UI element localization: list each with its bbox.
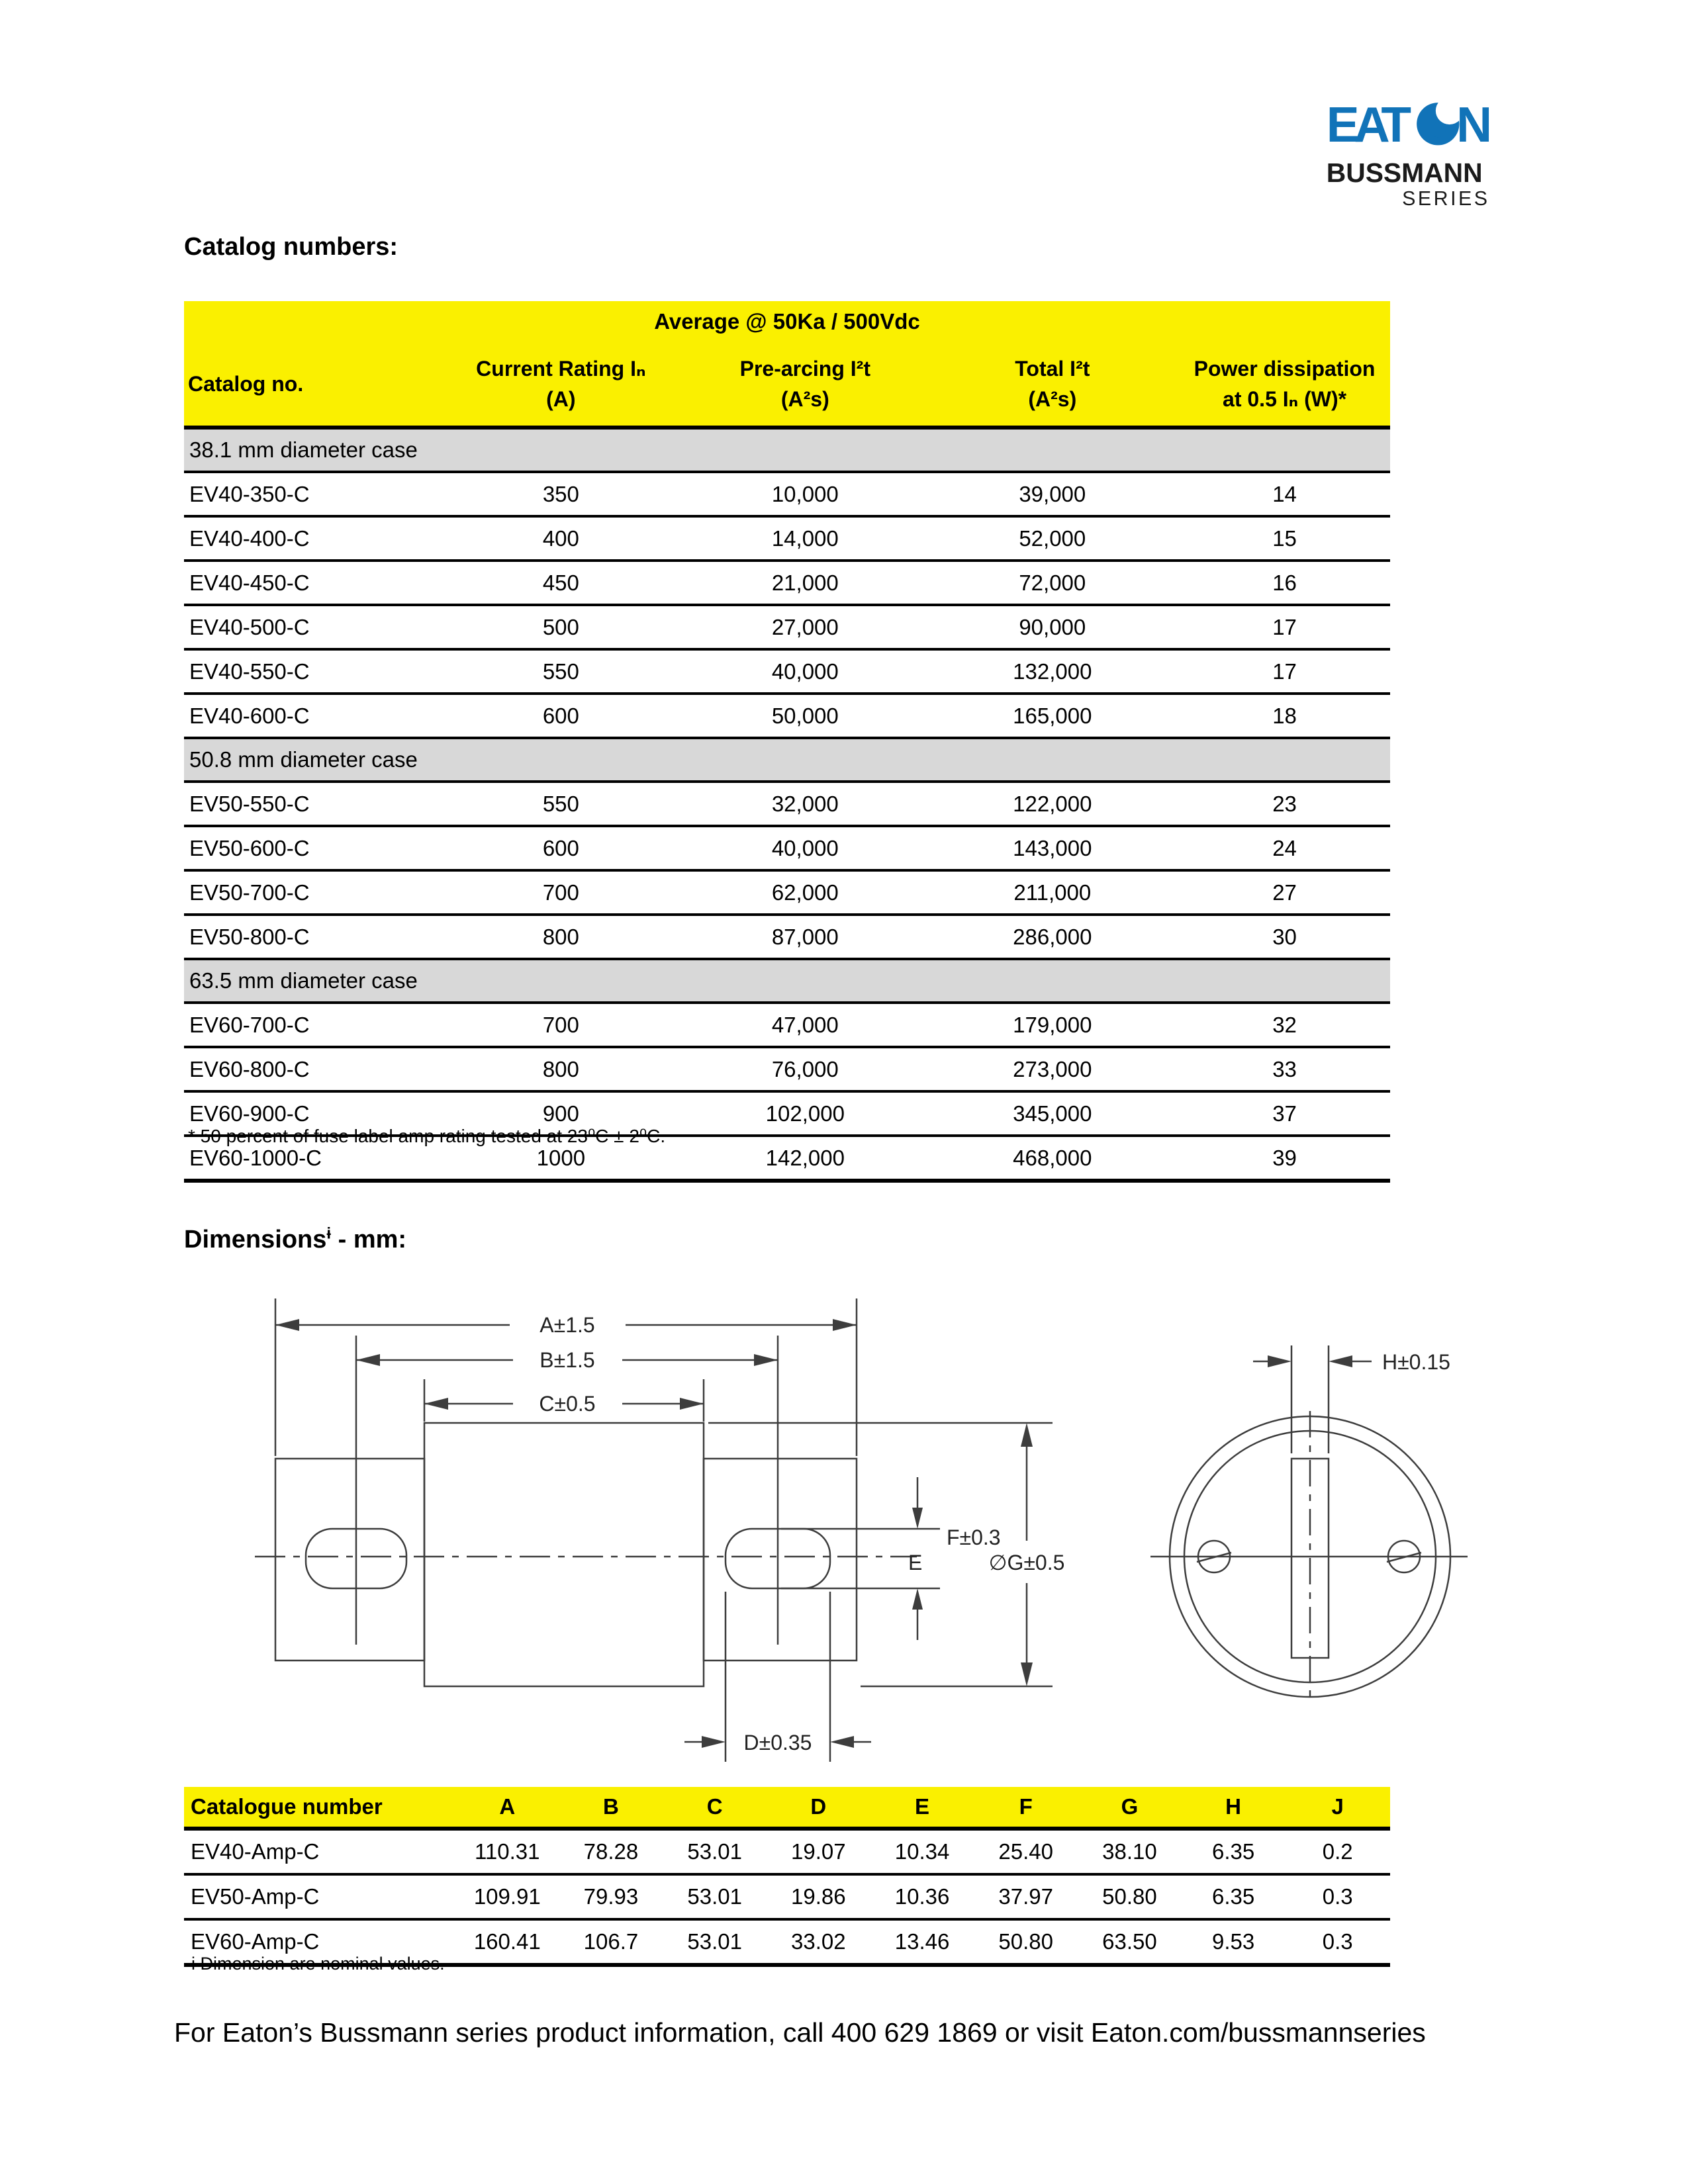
- dimension-value-cell: 160.41: [473, 1929, 541, 1954]
- value-cell: 450: [542, 570, 579, 595]
- catalog-table-header: [184, 301, 1390, 428]
- dimensions-table-body: [184, 1829, 1390, 1965]
- catalog-table-body: [184, 428, 1390, 1181]
- catalog-number-cell: EV50-700-C: [189, 880, 310, 905]
- value-cell: 700: [542, 880, 579, 905]
- value-cell: 17: [1272, 659, 1297, 684]
- value-cell: 33: [1272, 1056, 1297, 1081]
- value-cell: 122,000: [1013, 791, 1092, 816]
- col-header-line1: Power dissipation: [1194, 356, 1376, 381]
- value-cell: 286,000: [1013, 924, 1092, 949]
- dim-label-e: E: [908, 1551, 923, 1574]
- value-cell: 27: [1272, 880, 1297, 905]
- dimensions-table-row: [184, 1874, 1390, 1919]
- dimensions-table-row: [184, 1829, 1390, 1874]
- dimension-value-cell: 53.01: [687, 1929, 742, 1954]
- dimensions-heading-rest: - mm:: [331, 1226, 407, 1253]
- dim-a: [275, 1298, 857, 1456]
- value-cell: 37: [1272, 1101, 1297, 1126]
- value-cell: 400: [542, 525, 579, 551]
- dimension-value-cell: 19.86: [791, 1884, 846, 1909]
- catalog-table-row: [184, 915, 1390, 959]
- value-cell: 87,000: [771, 924, 839, 949]
- dimensions-heading-base: Dimensions: [184, 1226, 327, 1253]
- value-cell: 90,000: [1019, 614, 1086, 639]
- value-cell: 350: [542, 481, 579, 506]
- col-header-line2: (A²s): [780, 387, 829, 411]
- arrowhead: [424, 1398, 448, 1410]
- value-cell: 76,000: [771, 1056, 839, 1081]
- dimension-value-cell: 63.50: [1102, 1929, 1157, 1954]
- catalog-number-cell: EV40-550-C: [189, 659, 310, 684]
- catalog-number-cell: EV40-600-C: [189, 703, 310, 728]
- value-cell: 72,000: [1019, 570, 1086, 595]
- arrowhead: [754, 1354, 778, 1366]
- dimension-value-cell: 9.53: [1211, 1929, 1255, 1954]
- dimension-value-cell: 37.97: [998, 1884, 1054, 1909]
- catalog-numbers-table: [184, 301, 1390, 1183]
- dimension-value-cell: 6.35: [1211, 1884, 1255, 1909]
- col-header-pre-arcing: [684, 342, 925, 428]
- catalog-section-row: [184, 738, 1390, 782]
- dim-label-b: B±1.5: [539, 1348, 595, 1372]
- value-cell: 40,000: [771, 659, 839, 684]
- value-cell: 47,000: [771, 1012, 839, 1037]
- catalog-number-cell: EV40-500-C: [189, 614, 310, 639]
- arrowhead: [833, 1319, 857, 1331]
- catalog-table-row: [184, 561, 1390, 605]
- dimension-value-cell: 19.07: [791, 1839, 846, 1864]
- value-cell: 32: [1272, 1012, 1297, 1037]
- value-cell: 40,000: [771, 835, 839, 860]
- catalog-table-row: [184, 472, 1390, 516]
- catalog-table-row: [184, 826, 1390, 870]
- bussmann-wordmark: BUSSMANN: [1326, 158, 1483, 189]
- col-header-power-dissipation: [1179, 342, 1390, 428]
- value-cell: 800: [542, 1056, 579, 1081]
- catalog-number-cell: EV60-900-C: [189, 1101, 310, 1126]
- fuse-left-cap-outline: [275, 1459, 424, 1661]
- dimension-value-cell: 13.46: [894, 1929, 950, 1954]
- footer-contact-line: For Eaton’s Bussmann series product information, call 400 629 1869 or visit Eaton.com/bussmannseries: [174, 2017, 1426, 2048]
- col-header-line2: (A²s): [1028, 387, 1077, 411]
- value-cell: 550: [542, 791, 579, 816]
- value-cell: 27,000: [771, 614, 839, 639]
- dimension-value-cell: 109.91: [473, 1884, 541, 1909]
- catalog-table-row: [184, 870, 1390, 915]
- value-cell: 39: [1272, 1145, 1297, 1170]
- value-cell: 550: [542, 659, 579, 684]
- dimension-value-cell: 0.3: [1322, 1929, 1353, 1954]
- value-cell: 102,000: [765, 1101, 845, 1126]
- catalog-table-row: [184, 516, 1390, 561]
- catalog-number-cell: EV60-800-C: [189, 1056, 310, 1081]
- catalog-section-row: [184, 959, 1390, 1003]
- dimension-value-cell: 53.01: [687, 1839, 742, 1864]
- value-cell: 142,000: [765, 1145, 845, 1170]
- value-cell: 23: [1272, 791, 1297, 816]
- arrowhead: [1021, 1662, 1033, 1686]
- value-cell: 16: [1272, 570, 1297, 595]
- value-cell: 179,000: [1013, 1012, 1092, 1037]
- value-cell: 600: [542, 835, 579, 860]
- dimension-value-cell: 110.31: [475, 1839, 540, 1864]
- dims-col-h: H: [1182, 1787, 1286, 1829]
- dims-col-d: D: [767, 1787, 870, 1829]
- arrowhead: [1021, 1423, 1033, 1447]
- value-cell: 273,000: [1013, 1056, 1092, 1081]
- value-cell: 500: [542, 614, 579, 639]
- value-cell: 211,000: [1013, 880, 1092, 905]
- dim-c: [424, 1379, 704, 1422]
- dimension-value-cell: 0.3: [1322, 1884, 1353, 1909]
- eaton-wordmark: [1327, 98, 1489, 152]
- value-cell: 900: [542, 1101, 579, 1126]
- catalog-table-row: [184, 1047, 1390, 1091]
- dim-label-d: D±0.35: [743, 1731, 812, 1754]
- dimensions-heading: [184, 1226, 406, 1254]
- col-header-total-i2t: [926, 342, 1180, 428]
- catalog-table-row: [184, 1003, 1390, 1047]
- value-cell: 132,000: [1013, 659, 1092, 684]
- dims-col-a: A: [455, 1787, 559, 1829]
- value-cell: 52,000: [1019, 525, 1086, 551]
- value-cell: 143,000: [1013, 835, 1092, 860]
- dimensions-table-header: [184, 1787, 1390, 1829]
- col-header-line2: (A): [546, 387, 576, 411]
- catalogue-number-cell: EV40-Amp-C: [191, 1839, 320, 1864]
- fuse-end-view: [1150, 1345, 1468, 1700]
- value-cell: 17: [1272, 614, 1297, 639]
- arrowhead: [275, 1319, 299, 1331]
- avg-span-header: Average @ 50Ka / 500Vdc: [184, 301, 1390, 342]
- eaton-logo: [1325, 98, 1492, 209]
- value-cell: 600: [542, 703, 579, 728]
- brand-block: [1325, 98, 1492, 209]
- catalog-number-cell: EV40-400-C: [189, 525, 310, 551]
- arrowhead: [680, 1398, 704, 1410]
- dimension-value-cell: 6.35: [1211, 1839, 1255, 1864]
- dim-label-c: C±0.5: [539, 1392, 596, 1416]
- dims-col-f: F: [974, 1787, 1078, 1829]
- dimension-value-cell: 79.93: [583, 1884, 639, 1909]
- value-cell: 30: [1272, 924, 1297, 949]
- catalog-number-cell: EV50-800-C: [189, 924, 310, 949]
- value-cell: 15: [1272, 525, 1297, 551]
- dim-label-g: ∅G±0.5: [988, 1551, 1065, 1574]
- dim-label-a: A±1.5: [539, 1313, 595, 1337]
- col-header-line1: Pre-arcing I²t: [739, 356, 870, 381]
- value-cell: 165,000: [1013, 703, 1092, 728]
- catalog-table-row: [184, 649, 1390, 694]
- arrowhead: [912, 1588, 923, 1610]
- arrowhead: [1329, 1355, 1352, 1367]
- dimension-value-cell: 53.01: [687, 1884, 742, 1909]
- dimensions-footnote: ɨ Dimension are nominal values.: [191, 1954, 445, 1974]
- fuse-side-view: [255, 1298, 1064, 1762]
- dim-b: [356, 1348, 778, 1372]
- catalog-table-row: [184, 782, 1390, 826]
- catalogue-number-cell: EV60-Amp-C: [191, 1929, 320, 1954]
- catalog-number-cell: EV60-1000-C: [189, 1145, 322, 1170]
- logo-text-eat: EAT: [1326, 98, 1407, 153]
- catalog-table-row: [184, 694, 1390, 738]
- dimension-diagram: [218, 1277, 1556, 1787]
- value-cell: 1000: [536, 1145, 586, 1170]
- catalog-footnote: * 50 percent of fuse label amp rating tested at 23⁰C ± 2⁰C.: [188, 1126, 666, 1146]
- col-header-line1: Catalog no.: [188, 371, 304, 396]
- logo-text-n: N: [1456, 98, 1487, 153]
- dims-col-g: G: [1078, 1787, 1182, 1829]
- arrowhead: [356, 1354, 380, 1366]
- value-cell: 50,000: [771, 703, 839, 728]
- dimension-value-cell: 50.80: [1102, 1884, 1157, 1909]
- value-cell: 32,000: [771, 791, 839, 816]
- catalog-numbers-heading: Catalog numbers:: [184, 233, 399, 261]
- col-header-current-rating: [438, 342, 685, 428]
- section-label: 63.5 mm diameter case: [184, 959, 1390, 1003]
- col-header-line2: at 0.5 Iₙ (W)*: [1223, 387, 1347, 411]
- value-cell: 18: [1272, 703, 1297, 728]
- fuse-body-outline: [424, 1423, 704, 1686]
- catalog-number-cell: EV50-550-C: [189, 791, 310, 816]
- value-cell: 14,000: [771, 525, 839, 551]
- dims-col-c: C: [663, 1787, 767, 1829]
- value-cell: 345,000: [1013, 1101, 1092, 1126]
- dim-label-h: H±0.15: [1382, 1350, 1450, 1374]
- dims-col-e: E: [870, 1787, 974, 1829]
- section-label: 38.1 mm diameter case: [184, 428, 1390, 472]
- dimensions-table: [184, 1787, 1390, 1967]
- catalog-number-cell: EV60-700-C: [189, 1012, 310, 1037]
- value-cell: 468,000: [1013, 1145, 1092, 1170]
- arrowhead: [912, 1508, 923, 1529]
- dims-col-b: B: [559, 1787, 663, 1829]
- series-wordmark: SERIES: [1402, 187, 1490, 209]
- value-cell: 700: [542, 1012, 579, 1037]
- dimension-value-cell: 33.02: [791, 1929, 846, 1954]
- dimension-value-cell: 50.80: [998, 1929, 1054, 1954]
- dimension-value-cell: 10.34: [894, 1839, 950, 1864]
- value-cell: 21,000: [771, 570, 839, 595]
- value-cell: 800: [542, 924, 579, 949]
- arrowhead: [1268, 1355, 1291, 1367]
- catalog-number-cell: EV40-450-C: [189, 570, 310, 595]
- value-cell: 24: [1272, 835, 1297, 860]
- dims-col-j: J: [1285, 1787, 1390, 1829]
- catalog-section-row: [184, 428, 1390, 472]
- dim-g: [708, 1423, 1064, 1686]
- catalog-number-cell: EV40-350-C: [189, 481, 310, 506]
- dimension-value-cell: 106.7: [583, 1929, 639, 1954]
- dimension-value-cell: 0.2: [1322, 1839, 1353, 1864]
- arrowhead: [830, 1736, 854, 1748]
- value-cell: 10,000: [771, 481, 839, 506]
- dimensions-heading-marker: ɨ: [326, 1224, 332, 1243]
- dim-label-f: F±0.3: [947, 1525, 1001, 1549]
- dimension-value-cell: 38.10: [1102, 1839, 1157, 1864]
- catalogue-number-cell: EV50-Amp-C: [191, 1884, 320, 1909]
- col-header-catalog-no: [184, 342, 438, 428]
- catalog-number-cell: EV50-600-C: [189, 835, 310, 860]
- col-header-line1: Total I²t: [1015, 356, 1090, 381]
- catalog-table-row: [184, 605, 1390, 649]
- dims-col-catalogue-number: Catalogue number: [184, 1787, 455, 1829]
- value-cell: 62,000: [771, 880, 839, 905]
- section-label: 50.8 mm diameter case: [184, 738, 1390, 782]
- col-header-line1: Current Rating Iₙ: [476, 356, 646, 381]
- dimension-value-cell: 78.28: [583, 1839, 639, 1864]
- dimension-value-cell: 25.40: [998, 1839, 1054, 1864]
- dimension-value-cell: 10.36: [894, 1884, 950, 1909]
- arrowhead: [702, 1736, 726, 1748]
- fuse-right-cap-outline: [704, 1459, 857, 1661]
- value-cell: 39,000: [1019, 481, 1086, 506]
- dim-f: [781, 1477, 1001, 1640]
- value-cell: 14: [1272, 481, 1297, 506]
